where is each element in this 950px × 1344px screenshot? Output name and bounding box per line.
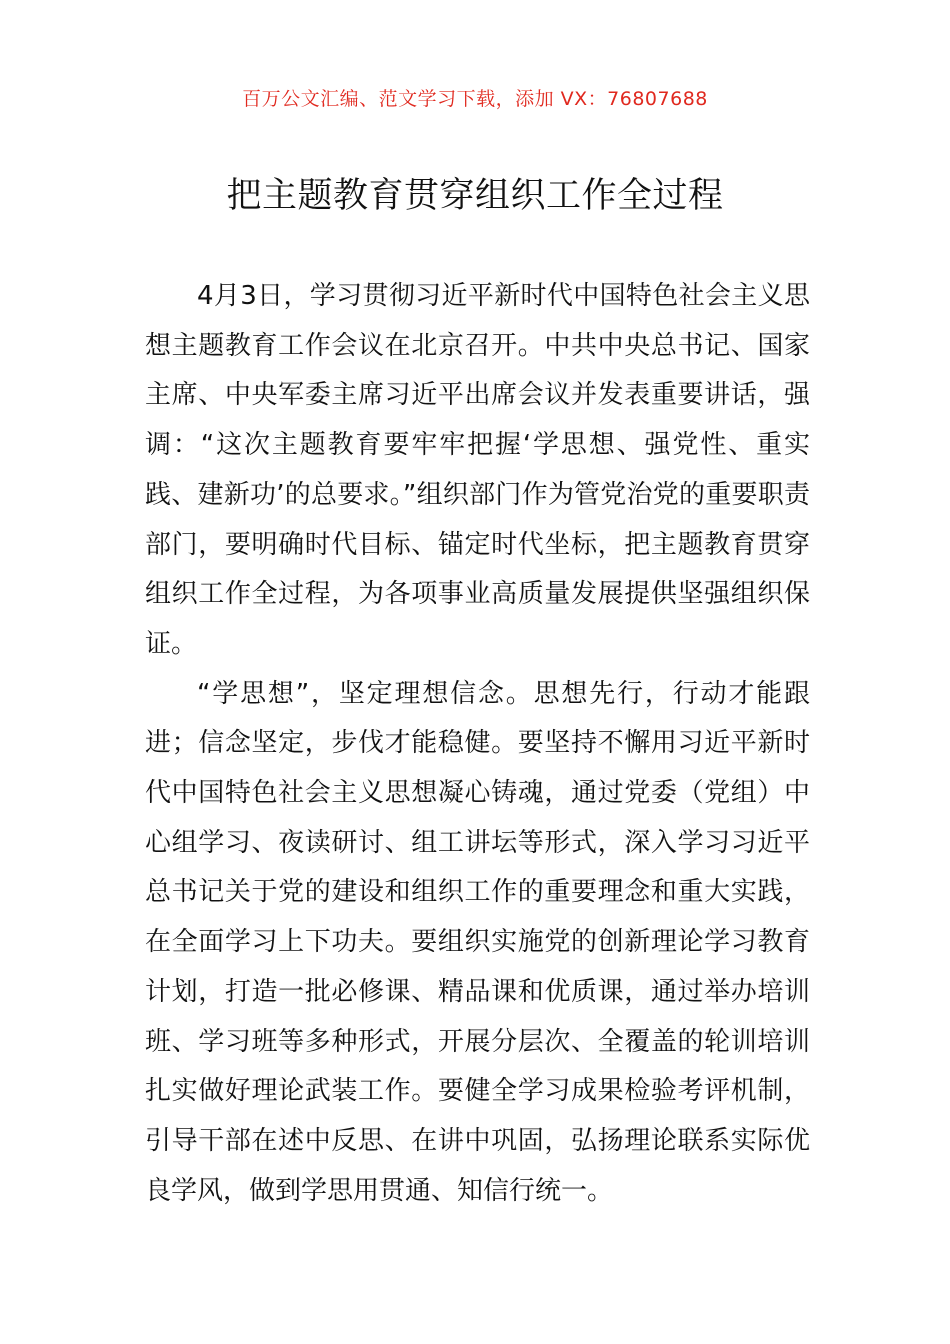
paragraph-intro: 4月3日，学习贯彻习近平新时代中国特色社会主义思想主题教育工作会议在北京召开。中共中央总书记、国家主席、中央军委主席习近平出席会议并发表重要讲话，强调：“这次主题教育要牢牢把握‘学思想、强党性、重实践、建新功’的总要求。”组织部门作为管党治党的重要职责部门，要明确时代目标、锚定时代坐标，把主题教育贯穿组织工作全过程，为各项事业高质量发展提供坚强组织保证。 — [145, 281, 810, 659]
document-title: 把主题教育贯穿组织工作全过程 — [226, 176, 724, 216]
paragraph-study-thought: “学思想”，坚定理想信念。思想先行，行动才能跟进；信念坚定，步伐才能稳健。要坚持不懈用习近平新时代中国特色社会主义思想凝心铸魂，通过党委（党组）中心组学习、夜读研讨、组工讲坛等形式，深入学习习近平总书记关于党的建设和组织工作的重要理念和重大实践，在全面学习上下功夫。要组织实施党的创新理论学习教育计划，打造一批必修课、精品课和优质课，通过举办培训班、学习班等多种形式，开展分层次、全覆盖的轮训培训扎实做好理论武装工作。要健全学习成果检验考评机制，引导干部在述中反思、在讲中巩固，弘扬理论联系实际优良学风，做到学思用贯通、知信行统一。 — [145, 678, 810, 1206]
header-promo-note: 百万公文汇编、范文学习下载，添加 VX：76807688 — [242, 88, 708, 110]
document-body — [145, 272, 810, 1216]
